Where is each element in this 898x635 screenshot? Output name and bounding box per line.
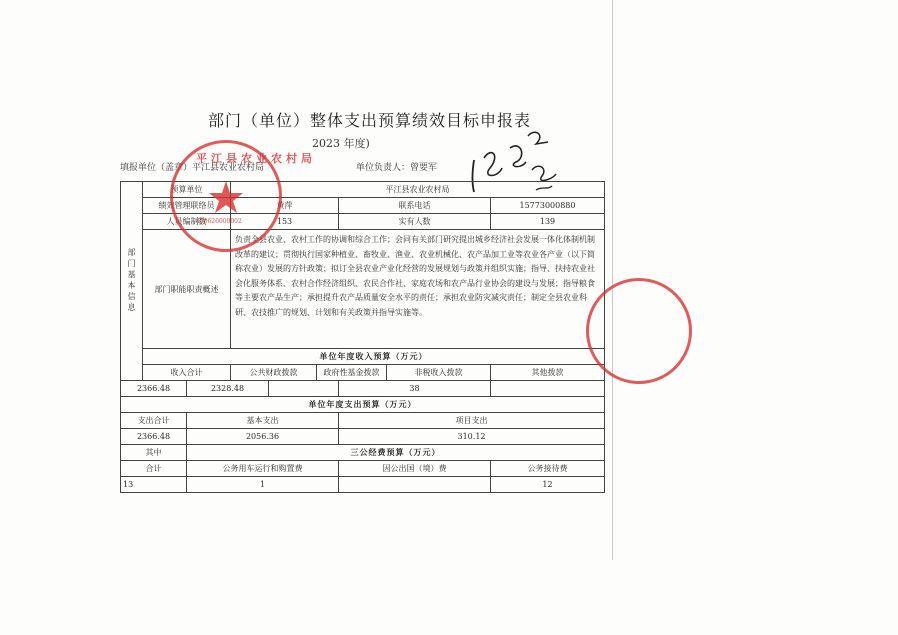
actual-label: 实有人数 bbox=[339, 214, 491, 230]
of-which-label: 其中 bbox=[121, 445, 187, 461]
expense-value: 2366.48 bbox=[121, 429, 187, 445]
income-header: 非税收入拨款 bbox=[387, 365, 491, 381]
three-value: 13 bbox=[121, 477, 187, 493]
three-value: 1 bbox=[187, 477, 339, 493]
expense-value: 2056.36 bbox=[187, 429, 339, 445]
staff-label: 人员编制数 bbox=[143, 214, 231, 230]
expense-header: 项目支出 bbox=[339, 413, 605, 429]
three-header: 因公出国（境）费 bbox=[339, 461, 491, 477]
budget-unit-value: 平江县农业农村局 bbox=[231, 182, 605, 198]
three-public-title: 三公经费预算（万元） bbox=[187, 445, 605, 461]
income-value: 38 bbox=[339, 381, 491, 397]
three-value bbox=[339, 477, 491, 493]
three-header: 公务接待费 bbox=[491, 461, 605, 477]
income-header: 公共财政拨款 bbox=[231, 365, 317, 381]
contact-value: 黄萍 bbox=[231, 198, 339, 214]
three-header: 公务用车运行和购置费 bbox=[187, 461, 339, 477]
expense-header: 支出合计 bbox=[121, 413, 187, 429]
seal-text: 平江县农业农村局 bbox=[196, 152, 316, 165]
seal-code: 430626000002 bbox=[196, 218, 242, 225]
document-title: 部门（单位）整体支出预算绩效目标申报表 bbox=[208, 111, 532, 130]
phone-label: 联系电话 bbox=[339, 198, 491, 214]
document-year: 2023 年度) bbox=[312, 137, 370, 150]
duty-text: 负责全县农业、农村工作的协调和综合工作；会同有关部门研究提出城乡经济社会发展一体化体制机制改革的建议；贯彻执行国家种植业、畜牧业、渔业、农业机械化、农产品加工业等农业各产业（以下简称农业）发展的方针政策；拟订全县农业产业化经营的发展规划与政策并组织实施；指导、扶持农业社会化服务体系、农村合作经济组织、农民合作社、家庭农场和农产品行业协会的建设与发展；指导粮食等主要农产品生产；承担提升农产品质量安全水平的责任；承担农业防灾减灾责任；制定全县农业科研、农技推广的规划、计划和有关政策并指导实施等。 bbox=[231, 230, 605, 349]
budget-unit-label: 预算单位 bbox=[143, 182, 231, 198]
expense-title: 单位年度支出预算（万元） bbox=[121, 397, 605, 413]
fill-unit-label: 填报单位（盖章）平江县农业农村局 bbox=[120, 163, 265, 173]
phone-value: 15773000880 bbox=[491, 198, 605, 214]
three-header: 合计 bbox=[121, 461, 187, 477]
expense-value: 310.12 bbox=[339, 429, 605, 445]
staff-value: 153 bbox=[231, 214, 339, 230]
three-value: 12 bbox=[491, 477, 605, 493]
partial-seal-right bbox=[586, 278, 692, 384]
unit-leader-label: 单位负责人：曾要军 bbox=[356, 163, 438, 173]
contact-label: 绩效管理联络员 bbox=[143, 198, 231, 214]
income-value: 2366.48 bbox=[121, 381, 187, 397]
income-header: 政府性基金拨款 bbox=[317, 365, 387, 381]
expense-header: 基本支出 bbox=[187, 413, 339, 429]
page-edge-divider bbox=[612, 0, 613, 560]
income-value bbox=[491, 381, 605, 397]
income-header: 其他拨款 bbox=[491, 365, 605, 381]
income-value: 2328.48 bbox=[187, 381, 269, 397]
section-label: 部门基本信息 bbox=[121, 182, 143, 381]
actual-value: 139 bbox=[491, 214, 605, 230]
income-title: 单位年度收入预算（万元） bbox=[143, 349, 605, 365]
duty-label: 部门职能职责概述 bbox=[143, 230, 231, 349]
income-value bbox=[269, 381, 339, 397]
income-header: 收入合计 bbox=[143, 365, 231, 381]
